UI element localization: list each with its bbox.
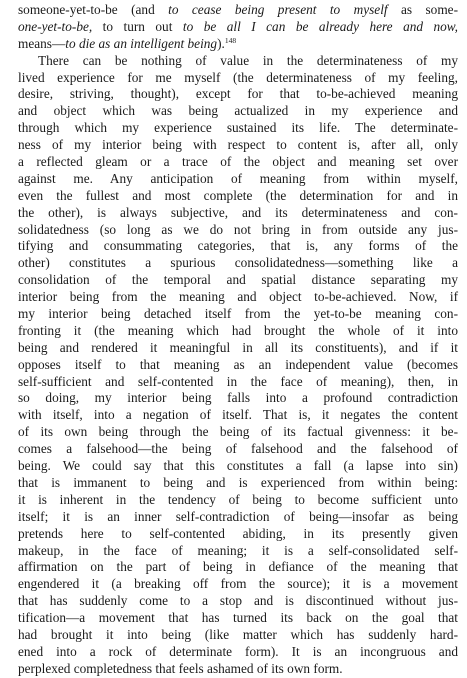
text-line: so doing, my interior being falls into a profound contradiction bbox=[18, 390, 458, 406]
italic-text-run: to cease being present to myself bbox=[168, 2, 388, 17]
paragraph bbox=[18, 53, 458, 678]
text-line: being and rendered it meaningful in all its constituents), and if it bbox=[18, 339, 458, 355]
text-line: perplexed completedness that feels ashamed of its own form. bbox=[18, 660, 343, 676]
text-line: and object which was being actualized in my experience and bbox=[18, 103, 458, 119]
text-line: itself; it is an inner self-contradiction of being—insofar as being bbox=[18, 508, 458, 524]
text-line: through which my experience sustained its life. The determinate- bbox=[18, 120, 458, 136]
text-line: even the fullest and most complete (the determination for and in bbox=[18, 187, 458, 203]
text-line: There can be nothing of value in the determinateness of my bbox=[38, 52, 458, 68]
text-run: to turn out bbox=[92, 18, 183, 34]
text-line: being. We could say that this constitutes a fall (a lapse into sin) bbox=[18, 458, 458, 474]
text-line: comes a falsehood—the being of falsehood and the falsehood of bbox=[18, 441, 458, 457]
italic-text-run: to be all I can be already here and now, bbox=[182, 18, 458, 34]
text-line: makeup, in the face of meaning; it is a self-consolidated self- bbox=[18, 542, 458, 558]
text-line: lived experience for me myself (the determinateness of my feeling, bbox=[18, 69, 458, 85]
text-line: against me. Any anticipation of meaning from within myself, bbox=[18, 170, 458, 186]
text-line: tifying and consummating categories, that is, any forms of the bbox=[18, 238, 458, 254]
text-line: the other), is always subjective, and its determinateness and con- bbox=[18, 204, 458, 220]
text-line: engendered it (a breaking off from the source); it is a movement bbox=[18, 576, 458, 592]
body-text bbox=[18, 2, 458, 678]
text-line: ness of my interior being with respect to content is, after all, only bbox=[18, 137, 458, 153]
text-line: of its own being through the being of its factual givenness: it be- bbox=[18, 424, 458, 440]
text-line: ened into a rock of determinate form). It is an incongruous and bbox=[18, 643, 458, 659]
text-line bbox=[18, 36, 458, 53]
text-line: consolidation of the temporal and spatial distance separating my bbox=[18, 272, 458, 288]
text-line: it is inherent in the tendency of being to become sufficient unto bbox=[18, 491, 458, 507]
footnote-reference: 148 bbox=[224, 35, 237, 45]
text-line: solidatedness (so long as we do not bring in from outside any jus- bbox=[18, 221, 458, 237]
italic-text-run: to die as an intelligent being bbox=[65, 35, 218, 51]
text-run: ). bbox=[217, 35, 225, 51]
text-line: self-sufficient and self-contented in the face of meaning), then, in bbox=[18, 373, 458, 389]
text-line: other) constitutes a spurious consolidatedness—something like a bbox=[18, 255, 458, 271]
text-line: opposes itself to that meaning as an independent value (becomes bbox=[18, 356, 458, 372]
text-line: interior being from the meaning and object to-be-achieved. Now, if bbox=[18, 289, 458, 305]
text-line: affirmation on the part of being in defiance of the meaning that bbox=[18, 559, 458, 575]
text-line: fronting it (the meaning which had brought the whole of it into bbox=[18, 322, 458, 338]
text-run: as some- bbox=[387, 2, 458, 17]
text-line bbox=[18, 19, 458, 36]
text-line: had brought it into being (like matter which has suddenly hard- bbox=[18, 626, 458, 642]
text-line: that has suddenly come to a stop and is discontinued without jus- bbox=[18, 593, 458, 609]
text-line bbox=[18, 2, 458, 19]
text-line: a reflected gleam or a trace of the object and meaning set over bbox=[18, 154, 458, 170]
text-line: my interior being detached itself from the yet-to-be meaning con- bbox=[18, 306, 458, 322]
text-run: someone-yet-to-be (and bbox=[18, 2, 169, 17]
text-run: means— bbox=[18, 35, 66, 51]
text-line: pretends here to self-contented abiding, in its presently given bbox=[18, 525, 458, 541]
text-line: with itself, into a negation of itself. That is, it negates the content bbox=[18, 407, 458, 423]
text-line: tification—a movement that has turned its back on the goal that bbox=[18, 610, 458, 626]
text-line: desire, striving, thought), except for that to-be-achieved meaning bbox=[18, 86, 458, 102]
italic-text-run: one-yet-to-be, bbox=[18, 18, 93, 34]
text-line: that is immanent to being and is experienced from within being: bbox=[18, 474, 458, 490]
